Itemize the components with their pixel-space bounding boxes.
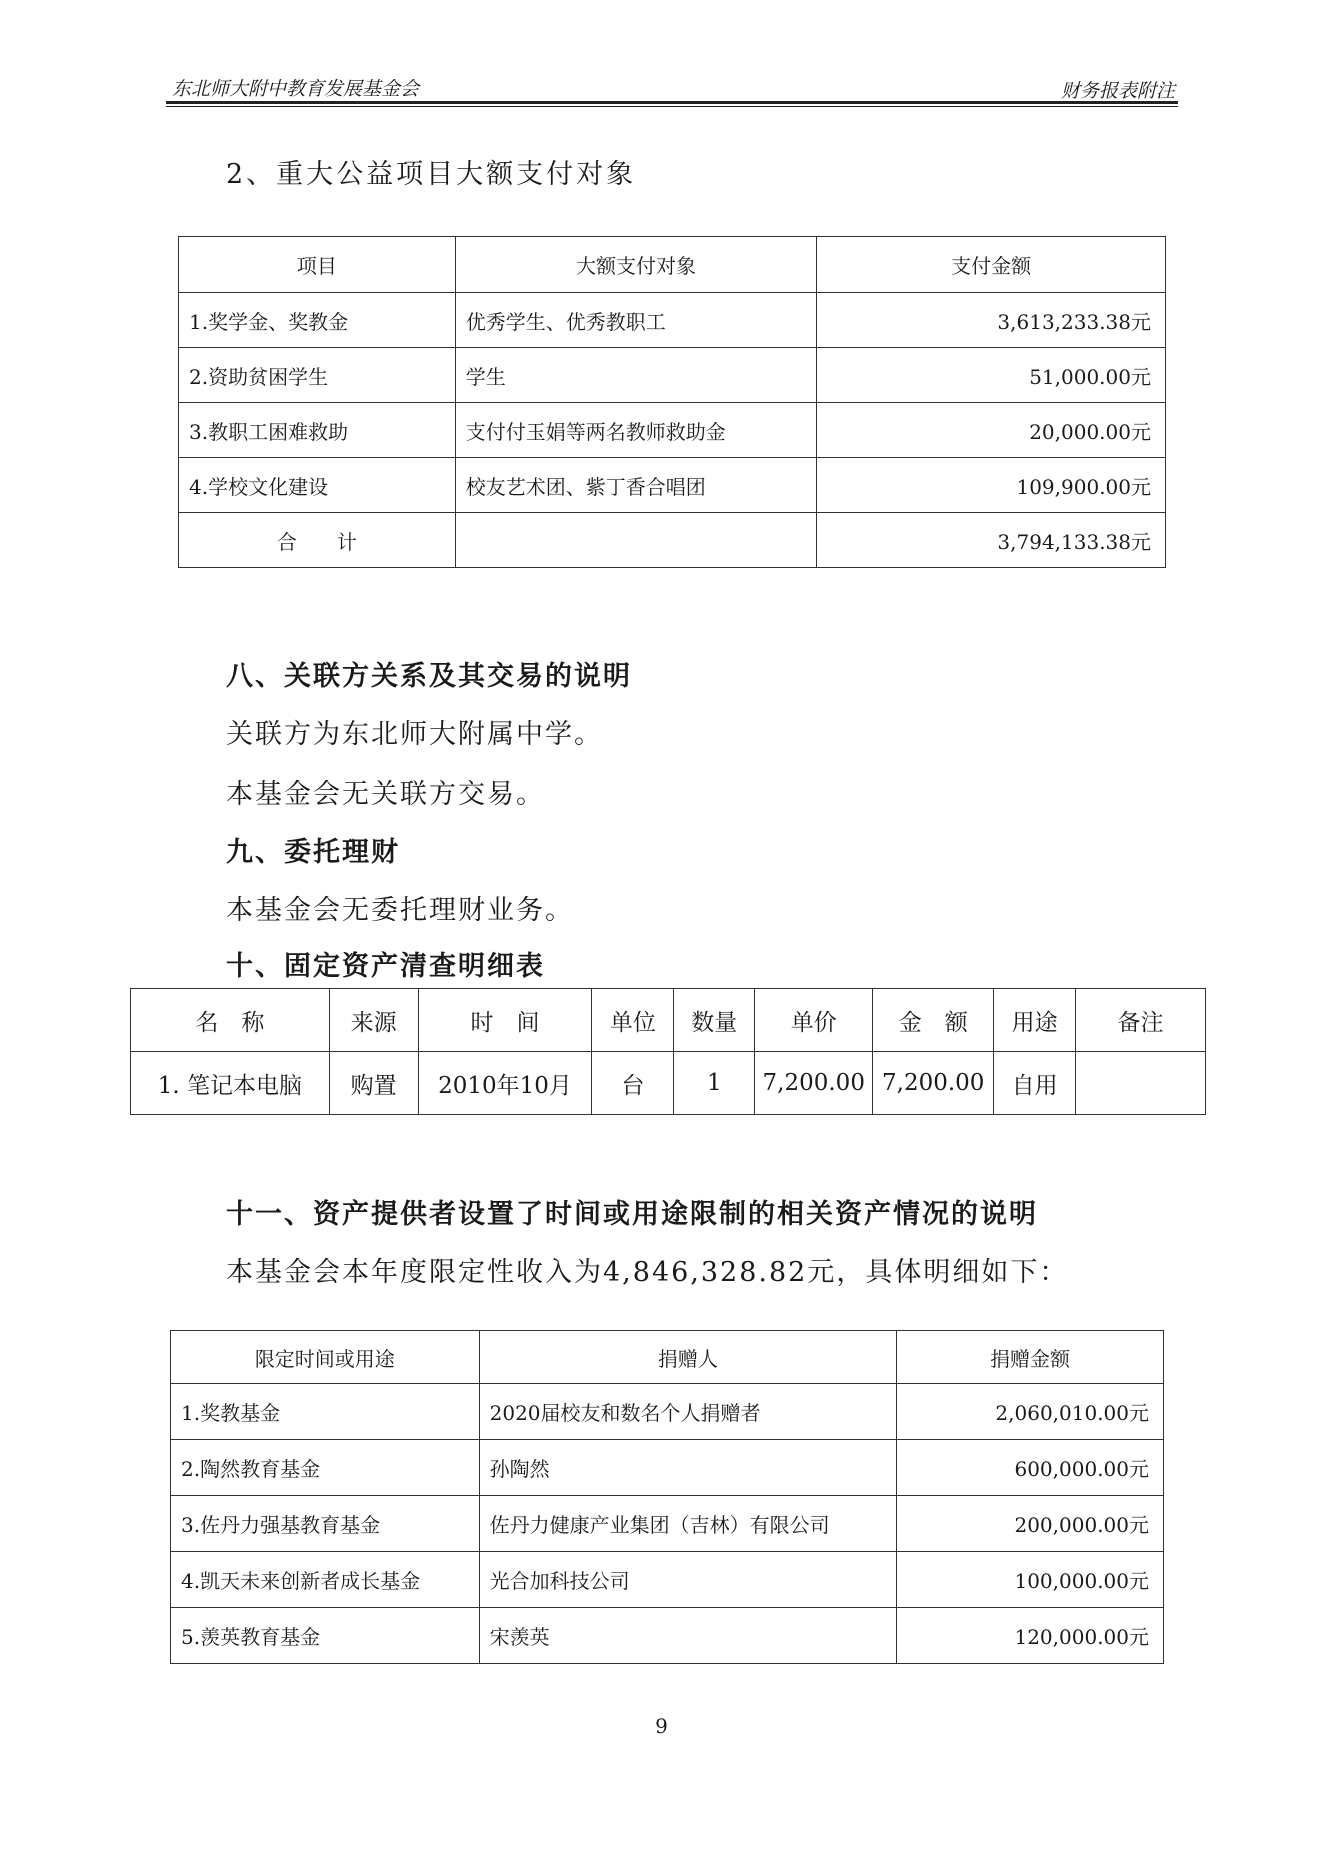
column-header: 单位	[592, 989, 674, 1052]
donor-cell: 2020届校友和数名个人捐赠者	[479, 1384, 897, 1440]
item-cell: 1.奖学金、奖教金	[179, 293, 456, 348]
quantity-cell: 1	[674, 1052, 755, 1115]
table-row	[131, 1052, 1206, 1115]
donor-cell: 光合加科技公司	[479, 1552, 897, 1608]
payments-heading: 2、重大公益项目大额支付对象	[226, 159, 637, 190]
table-header-row	[131, 989, 1206, 1052]
total-label: 合 计	[179, 513, 456, 568]
item-cell: 2.资助贫困学生	[179, 348, 456, 403]
column-header: 支付金额	[817, 237, 1166, 293]
section-9-line: 本基金会无委托理财业务。	[226, 895, 574, 926]
column-header: 时 间	[418, 989, 592, 1052]
table-row	[179, 348, 1166, 403]
table-row	[171, 1440, 1164, 1496]
amount-cell: 600,000.00元	[897, 1440, 1164, 1496]
column-header: 项目	[179, 237, 456, 293]
table-row	[179, 458, 1166, 513]
payee-cell: 校友艺术团、紫丁香合唱团	[455, 458, 817, 513]
total-amount: 3,794,133.38元	[817, 513, 1166, 568]
amount-cell: 2,060,010.00元	[897, 1384, 1164, 1440]
unit-price-cell: 7,200.00	[755, 1052, 873, 1115]
section-8-line: 关联方为东北师大附属中学。	[226, 719, 603, 750]
column-header: 金 额	[873, 989, 994, 1052]
date-cell: 2010年10月	[418, 1052, 592, 1115]
column-header: 名 称	[131, 989, 330, 1052]
table-row	[171, 1608, 1164, 1664]
purpose-cell: 5.羡英教育基金	[171, 1608, 480, 1664]
amount-cell: 3,613,233.38元	[817, 293, 1166, 348]
page-number: 9	[655, 1714, 668, 1738]
payments-table	[178, 236, 1166, 568]
table-row	[171, 1552, 1164, 1608]
amount-cell: 20,000.00元	[817, 403, 1166, 458]
column-header: 捐赠人	[479, 1331, 897, 1384]
amount-cell: 100,000.00元	[897, 1552, 1164, 1608]
column-header: 限定时间或用途	[171, 1331, 480, 1384]
total-object	[455, 513, 817, 568]
payee-cell: 学生	[455, 348, 817, 403]
purpose-cell: 4.凯天未来创新者成长基金	[171, 1552, 480, 1608]
donor-cell: 佐丹力健康产业集团（吉林）有限公司	[479, 1496, 897, 1552]
column-header: 备注	[1076, 989, 1206, 1052]
amount-cell: 51,000.00元	[817, 348, 1166, 403]
table-row	[171, 1496, 1164, 1552]
column-header: 用途	[994, 989, 1076, 1052]
header-rule-thin	[166, 106, 1178, 107]
donor-cell: 孙陶然	[479, 1440, 897, 1496]
remark-cell	[1076, 1052, 1206, 1115]
total-row	[179, 513, 1166, 568]
table-header-row	[179, 237, 1166, 293]
header-rule	[166, 101, 1178, 104]
column-header: 来源	[329, 989, 418, 1052]
amount-cell: 109,900.00元	[817, 458, 1166, 513]
amount-cell: 7,200.00	[873, 1052, 994, 1115]
purpose-cell: 1.奖教基金	[171, 1384, 480, 1440]
section-11-heading: 十一、资产提供者设置了时间或用途限制的相关资产情况的说明	[226, 1199, 1038, 1230]
payee-cell: 优秀学生、优秀教职工	[455, 293, 817, 348]
amount-cell: 200,000.00元	[897, 1496, 1164, 1552]
header-doc-title: 财务报表附注	[1060, 80, 1175, 102]
restricted-income-table	[170, 1330, 1164, 1664]
section-8-heading: 八、关联方关系及其交易的说明	[226, 661, 632, 692]
item-cell: 4.学校文化建设	[179, 458, 456, 513]
section-11-intro: 本基金会本年度限定性收入为4,846,328.82元，具体明细如下：	[226, 1257, 1069, 1288]
column-header: 捐赠金额	[897, 1331, 1164, 1384]
purpose-cell: 3.佐丹力强基教育基金	[171, 1496, 480, 1552]
payee-cell: 支付付玉娟等两名教师救助金	[455, 403, 817, 458]
item-cell: 3.教职工困难救助	[179, 403, 456, 458]
usage-cell: 自用	[994, 1052, 1076, 1115]
table-header-row	[171, 1331, 1164, 1384]
fixed-assets-table	[130, 988, 1206, 1115]
unit-cell: 台	[592, 1052, 674, 1115]
column-header: 单价	[755, 989, 873, 1052]
section-10-heading: 十、固定资产清查明细表	[226, 951, 545, 982]
section-8-line: 本基金会无关联方交易。	[226, 779, 545, 810]
section-9-heading: 九、委托理财	[226, 837, 400, 868]
table-row	[179, 293, 1166, 348]
header-org-name: 东北师大附中教育发展基金会	[172, 78, 420, 100]
column-header: 数量	[674, 989, 755, 1052]
asset-name-cell: 1. 笔记本电脑	[131, 1052, 330, 1115]
donor-cell: 宋羡英	[479, 1608, 897, 1664]
source-cell: 购置	[329, 1052, 418, 1115]
amount-cell: 120,000.00元	[897, 1608, 1164, 1664]
purpose-cell: 2.陶然教育基金	[171, 1440, 480, 1496]
table-row	[179, 403, 1166, 458]
column-header: 大额支付对象	[455, 237, 817, 293]
table-row	[171, 1384, 1164, 1440]
